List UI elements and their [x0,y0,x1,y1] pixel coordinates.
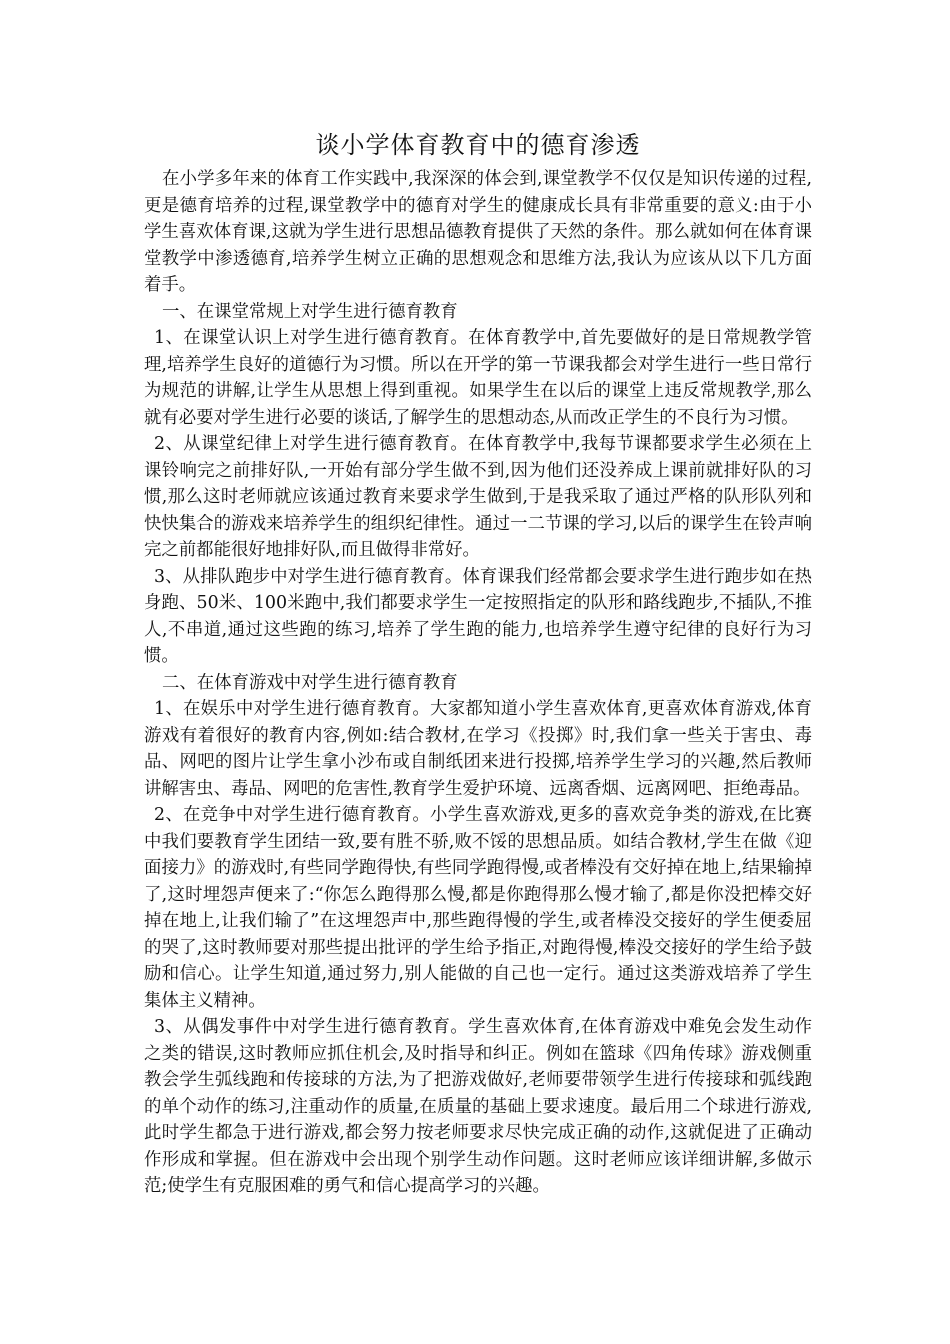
document-title: 谈小学体育教育中的德育渗透 [315,131,641,159]
section-1-heading: 一、在课堂常规上对学生进行德育教育 [162,301,458,322]
section-1-item-1: 1、在课堂认识上对学生进行德育教育。在体育教学中,首先要做好的是日常规教学管理,培养学生良好的道德行为习惯。所以在开学的第一节课我都会对学生进行一些日常行为规范的讲解,让学生从思想上得到重视。如果学生在以后的课堂上违反常规教学,那么就有必要对学生进行必要的谈话,了解学生的思想动态,从而改正学生的不良行为习惯。 [144,328,812,428]
section-2-item-2: 2、在竞争中对学生进行德育教育。小学生喜欢游戏,更多的喜欢竞争类的游戏,在比赛中我们要教育学生团结一致,要有胜不骄,败不馁的思想品质。如结合教材,学生在做《迎面接力》的游戏时,有些同学跑得快,有些同学跑得慢,或者棒没有交好掉在地上,结果输掉了,这时埋怨声便来了:“你怎么跑得那么慢,都是你跑得那么慢才输了,都是你没把棒交好掉在地上,让我们输了”在这埋怨声中,那些跑得慢的学生,或者棒没交接好的学生便委屈的哭了,这时教师要对那些提出批评的学生给予指正,对跑得慢,棒没交接好的学生给予鼓励和信心。让学生知道,通过努力,别人能做的自己也一定行。通过这类游戏培养了学生集体主义精神。 [144,805,812,1011]
intro-paragraph: 在小学多年来的体育工作实践中,我深深的体会到,课堂教学不仅仅是知识传递的过程,更是德育培养的过程,课堂教学中的德育对学生的健康成长具有非常重要的意义:由于小学生喜欢体育课,这就为学生进行思想品德教育提供了天然的条件。那么就如何在体育课堂教学中渗透德育,培养学生树立正确的思想观念和思维方法,我认为应该从以下几方面着手。 [144,169,812,295]
document-page [144,128,812,1200]
section-2-heading: 二、在体育游戏中对学生进行德育教育 [162,672,458,693]
section-1-item-3: 3、从排队跑步中对学生进行德育教育。体育课我们经常都会要求学生进行跑步如在热身跑、50米、100米跑中,我们都要求学生一定按照指定的队形和路线跑步,不插队,不推人,不串道,通过这些跑的练习,培养了学生跑的能力,也培养学生遵守纪律的良好行为习惯。 [144,566,812,666]
section-2-item-3: 3、从偶发事件中对学生进行德育教育。学生喜欢体育,在体育游戏中难免会发生动作之类的错误,这时教师应抓住机会,及时指导和纠正。例如在篮球《四角传球》游戏侧重教会学生弧线跑和传接球的方法,为了把游戏做好,老师要带领学生进行传接球和弧线跑的单个动作的练习,注重动作的质量,在质量的基础上要求速度。最后用二个球进行游戏,此时学生都急于进行游戏,都会努力按老师要求尽快完成正确的动作,这就促进了正确动作形成和掌握。但在游戏中会出现个别学生动作问题。这时老师应该详细讲解,多做示范;使学生有克服困难的勇气和信心提高学习的兴趣。 [144,1017,812,1196]
section-1-item-2: 2、从课堂纪律上对学生进行德育教育。在体育教学中,我每节课都要求学生必须在上课铃响完之前排好队,一开始有部分学生做不到,因为他们还没养成上课前就排好队的习惯,那么这时老师就应该通过教育来要求学生做到,于是我采取了通过严格的队形队列和快快集合的游戏来培养学生的组织纪律性。通过一二节课的学习,以后的课学生在铃声响完之前都能很好地排好队,而且做得非常好。 [144,434,812,560]
section-2-item-1: 1、在娱乐中对学生进行德育教育。大家都知道小学生喜欢体育,更喜欢体育游戏,体育游戏有着很好的教育内容,例如:结合教材,在学习《投掷》时,我们拿一些关于害虫、毒品、网吧的图片让学生拿小沙布或自制纸团来进行投掷,培养学生学习的兴趣,然后教师讲解害虫、毒品、网吧的危害性,教育学生爱护环境、远离香烟、远离网吧、拒绝毒品。 [144,699,812,799]
